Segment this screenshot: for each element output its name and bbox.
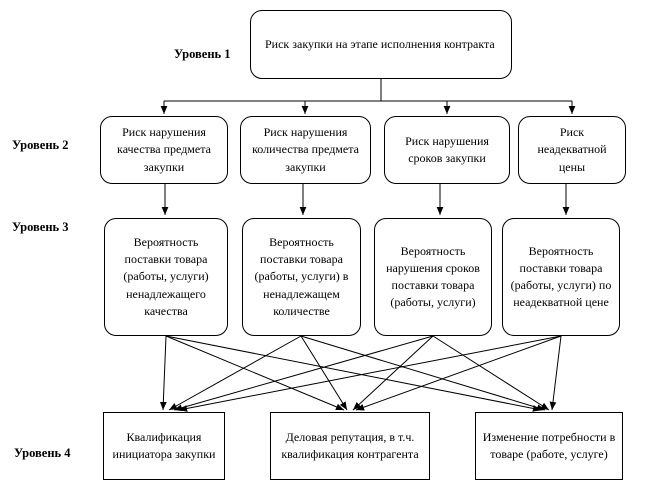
- node-contract-execution-risk: Риск закупки на этапе исполнения контракта: [250, 10, 512, 79]
- node-initiator-qualification: Квалификация инициатора закупки: [103, 412, 225, 480]
- node-delivery-delay-probability: Вероятность нарушения сроков поставки товара (работы, услуги): [374, 218, 492, 336]
- node-deadline-violation-risk: Риск нарушения сроков закупки: [384, 116, 510, 184]
- level-3-label: Уровень 3: [12, 220, 69, 234]
- node-inadequate-price-risk: Риск неадекватной цены: [518, 116, 626, 184]
- level-1-label: Уровень 1: [174, 47, 231, 61]
- node-need-change: Изменение потребности в товаре (работе, услуге): [475, 412, 623, 480]
- edge-l3d-l4b: [356, 336, 561, 410]
- level-4-label: Уровень 4: [14, 446, 71, 460]
- node-inadequate-price-probability: Вероятность поставки товара (работы, услуги) по неадекватной цене: [502, 218, 620, 336]
- edge-l3b-l4b: [301, 336, 347, 410]
- edge-l3a-l4c: [166, 336, 541, 410]
- edge-l3d-l4c: [552, 336, 561, 410]
- level-2-label: Уровень 2: [12, 138, 69, 152]
- edge-l3c-l4a: [174, 336, 433, 410]
- edge-l3d-l4a: [179, 336, 561, 410]
- node-improper-quality-probability: Вероятность поставки товара (работы, услуги) ненадлежащего качества: [104, 218, 228, 336]
- edge-l3a-l4b: [166, 336, 344, 410]
- node-improper-quantity-probability: Вероятность поставки товара (работы, услуги) в ненадлежащем количестве: [242, 218, 361, 336]
- node-quantity-violation-risk: Риск нарушения количества предмета закупки: [240, 116, 371, 184]
- edge-l3b-l4c: [301, 336, 545, 410]
- node-quality-violation-risk: Риск нарушения качества предмета закупки: [100, 116, 228, 184]
- node-counterparty-reputation: Деловая репутация, в т.ч. квалификация контрагента: [270, 412, 430, 480]
- edge-l3a-l4a: [163, 336, 166, 410]
